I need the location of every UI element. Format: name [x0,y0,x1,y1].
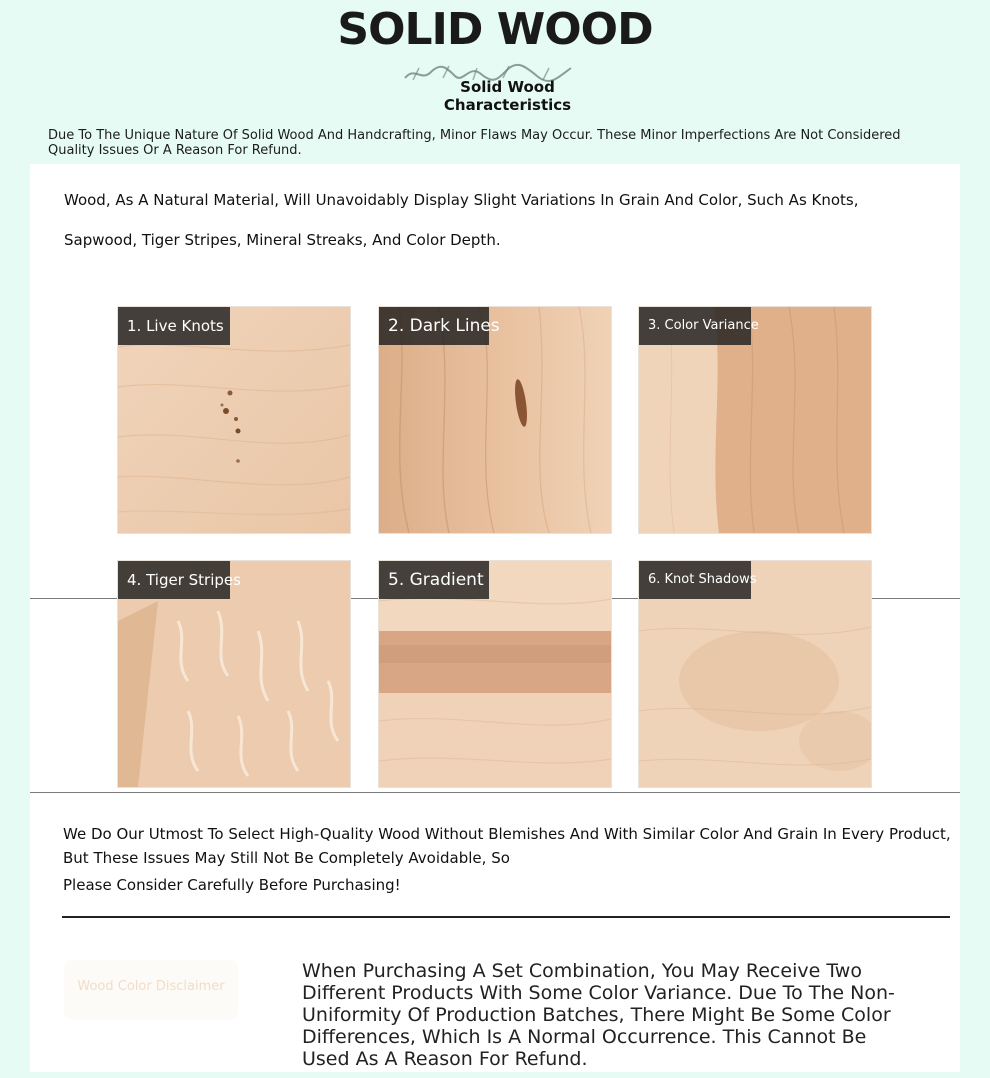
outro-line-1: We Do Our Utmost To Select High-Quality Wood Without Blemishes And With Similar Color And Grain In Every Product, But These Issues May Still Not Be Completely Avoidable, So [63,825,951,867]
intro-text: Wood, As A Natural Material, Will Unavoidably Display Slight Variations In Grain And Color, Such As Knots, Sapwood, Tiger Stripes, Mineral Streaks, And Color Depth. [64,191,859,249]
sample-tiger-stripes [118,561,350,787]
outro-line-2: Please Consider Carefully Before Purchasing! [63,876,401,894]
sample-label: 1. Live Knots [118,307,230,345]
sample-dark-lines [379,307,611,533]
subtitle: Solid Wood Characteristics [443,78,572,114]
sample-label: 2. Dark Lines [379,307,489,345]
divider-line [30,792,960,793]
section-divider [62,916,950,918]
page-title: SOLID WOOD [337,4,653,55]
notice-text: Due To The Unique Nature Of Solid Wood And Handcrafting, Minor Flaws May Occur. These Minor Imperfections Are Not Considered Quality Issues Or A Reason For Refund. [48,128,901,158]
sample-label: 5. Gradient [379,561,489,599]
sample-label: 3. Color Variance [639,307,751,345]
outro-text [63,822,953,894]
sample-label: 4. Tiger Stripes [118,561,230,599]
sample-label: 6. Knot Shadows [639,561,751,599]
subtitle-banner [395,60,620,114]
sample-knot-shadows [639,561,871,787]
sample-gradient [379,561,611,787]
disclaimer-text: When Purchasing A Set Combination, You May Receive Two Different Products With Some Color Variance. Due To The Non-Uniformity Of Production Batches, There Might Be Some Color Differences, Which Is A Normal Occurrence. This Cannot Be Used As A Reason For Refund. [302,960,895,1070]
sample-live-knots [118,307,350,533]
sample-color-variance [639,307,871,533]
disclaimer-label: Wood Color Disclaimer [64,960,238,1020]
